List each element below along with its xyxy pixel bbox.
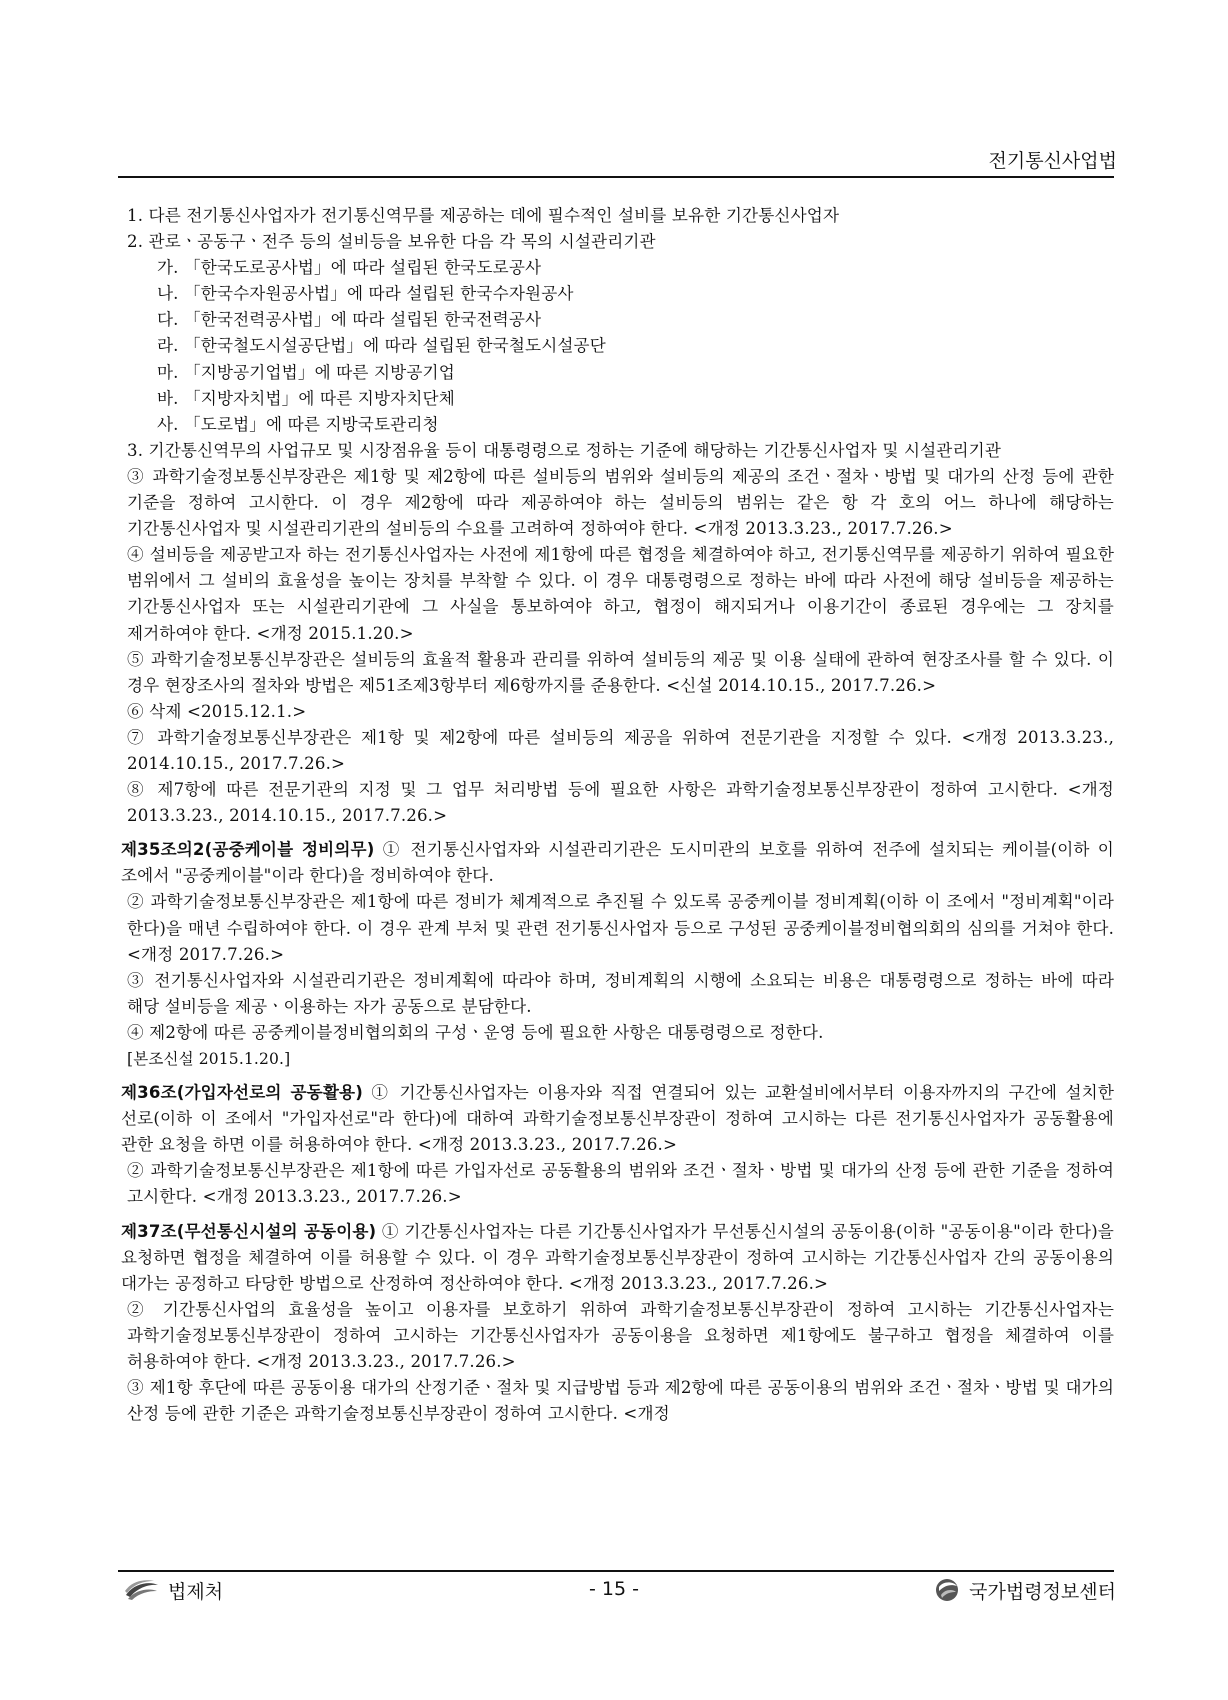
article-36-text: ① 기간통신사업자는 이용자와 직접 연결되어 있는 교환설비에서부터 이용자까지의 구간에 설치한 선로(이하 이 조에서 "가입자선로"라 한다)에 대하여 과학기술정보통신부장관이 정하여 고시하는 다른 전기통신사업자가 공동활용에 관한 요청을 하면 이를 허용하여야 한다. <개정 2013.3.23., 2017.7.26.>	[121, 1083, 1114, 1155]
paragraph-5: ⑤ 과학기술정보통신부장관은 설비등의 효율적 활용과 관리를 위하여 설비등의 제공 및 이용 실태에 관하여 현장조사를 할 수 있다. 이 경우 현장조사의 절차와 방법은 제51조제3항부터 제6항까지를 준용한다. <신설 2014.10.15., 2017.7.26.>	[127, 649, 1114, 695]
article-37-heading: 제37조(무선통신시설의 공동이용)	[121, 1221, 377, 1241]
sub-item-na: 나. 「한국수자원공사법」에 따라 설립된 한국수자원공사	[157, 284, 574, 304]
article-37-paragraph-3: ③ 제1항 후단에 따른 공동이용 대가의 산정기준ㆍ절차 및 지급방법 등과 제2항에 따른 공동이용의 범위와 조건ㆍ절차ㆍ방법 및 대가의 산정 등에 관한 기준은 과학기술정보통신부장관이 정하여 고시한다. <개정	[127, 1378, 1114, 1424]
article-37-text: ① 기간통신사업자는 다른 기간통신사업자가 무선통신시설의 공동이용(이하 "공동이용"이라 한다)을 요청하면 협정을 체결하여 이를 허용할 수 있다. 이 경우 과학기술정보통신부장관이 정하여 고시하는 기간통신사업자 간의 공동이용의 대가는 공정하고 타당한 방법으로 산정하여 정산하여야 한다. <개정 2013.3.23., 2017.7.26.>	[121, 1221, 1114, 1293]
list-item-1: 1. 다른 전기통신사업자가 전기통신역무를 제공하는 데에 필수적인 설비를 보유한 기간통신사업자	[127, 206, 840, 225]
paragraph-4: ④ 설비등을 제공받고자 하는 전기통신사업자는 사전에 제1항에 따른 협정을 체결하여야 하고, 전기통신역무를 제공하기 위하여 필요한 범위에서 그 설비의 효율성을 높이는 장치를 부착할 수 있다. 이 경우 대통령령으로 정하는 바에 따라 사전에 해당 설비등을 제공하는 기간통신사업자 또는 시설관리기관에 그 사실을 통보하여야 하고, 협정이 해지되거나 이용기간이 종료된 경우에는 그 장치를 제거하여야 한다. <개정 2015.1.20.>	[127, 545, 1114, 643]
document-body	[121, 203, 1114, 1427]
list-item-2: 2. 관로ㆍ공동구ㆍ전주 등의 설비등을 보유한 다음 각 목의 시설관리기관	[127, 232, 656, 252]
paragraph-7: ⑦ 과학기술정보통신부장관은 제1항 및 제2항에 따른 설비등의 제공을 위하여 전문기관을 지정할 수 있다. <개정 2013.3.23., 2014.10.15., 2017.7.26.>	[127, 727, 1114, 773]
article-36-heading: 제36조(가입자선로의 공동활용)	[121, 1083, 363, 1103]
page-number: - 15 -	[589, 1578, 639, 1600]
sub-item-ba: 바. 「지방자치법」에 따른 지방자치단체	[157, 388, 455, 408]
article-35-2-note: [본조신설 2015.1.20.]	[127, 1050, 291, 1068]
law-info-center-logo-icon	[933, 1577, 961, 1603]
article-35-2-text: ① 전기통신사업자와 시설관리기관은 도시미관의 보호를 위하여 전주에 설치되는 케이블(이하 이 조에서 "공중케이블"이라 한다)을 정비하여야 한다.	[121, 840, 1114, 886]
article-35-2-paragraph-3: ③ 전기통신사업자와 시설관리기관은 정비계획에 따라야 하며, 정비계획의 시행에 소요되는 비용은 대통령령으로 정하는 바에 따라 해당 설비등을 제공ㆍ이용하는 자가 공동으로 분담한다.	[127, 970, 1114, 1016]
sub-item-sa: 사. 「도로법」에 따른 지방국토관리청	[157, 414, 439, 434]
sub-item-ra: 라. 「한국철도시설공단법」에 따라 설립된 한국철도시설공단	[157, 336, 606, 356]
article-35-2-paragraph-1	[121, 837, 1114, 889]
sub-item-da: 다. 「한국전력공사법」에 따라 설립된 한국전력공사	[157, 310, 542, 330]
footer-left-label: 법제처	[168, 1580, 224, 1603]
article-35-2-heading: 제35조의2(공중케이블 정비의무)	[121, 840, 375, 860]
footer-right-label: 국가법령정보센터	[969, 1580, 1116, 1603]
paragraph-8: ⑧ 제7항에 따른 전문기관의 지정 및 그 업무 처리방법 등에 필요한 사항은 과학기술정보통신부장관이 정하여 고시한다. <개정 2013.3.23., 2014.10.15., 2017.7.26.>	[127, 780, 1114, 826]
sub-item-ma: 마. 「지방공기업법」에 따른 지방공기업	[157, 362, 455, 382]
article-37-paragraph-1	[121, 1219, 1114, 1297]
sub-item-ga: 가. 「한국도로공사법」에 따라 설립된 한국도로공사	[157, 258, 542, 278]
footer-right	[933, 1576, 1116, 1604]
article-37-paragraph-2: ② 기간통신사업의 효율성을 높이고 이용자를 보호하기 위하여 과학기술정보통신부장관이 정하여 고시하는 기간통신사업자는 과학기술정보통신부장관이 정하여 고시하는 기간통신사업자가 공동이용을 요청하면 제1항에도 불구하고 협정을 체결하여 이를 허용하여야 한다. <개정 2013.3.23., 2017.7.26.>	[127, 1299, 1114, 1372]
paragraph-3: ③ 과학기술정보통신부장관은 제1항 및 제2항에 따른 설비등의 범위와 설비등의 제공의 조건ㆍ절차ㆍ방법 및 대가의 산정 등에 관한 기준을 정하여 고시한다. 이 경우 제2항에 따라 제공하여야 하는 설비등의 범위는 같은 항 각 호의 어느 하나에 해당하는 기간통신사업자 및 시설관리기관의 설비등의 수요를 고려하여 정하여야 한다. <개정 2013.3.23., 2017.7.26.>	[127, 466, 1114, 539]
article-36-paragraph-2: ② 과학기술정보통신부장관은 제1항에 따른 가입자선로 공동활용의 범위와 조건ㆍ절차ㆍ방법 및 대가의 산정 등에 관한 기준을 정하여 고시한다. <개정 2013.3.23., 2017.7.26.>	[127, 1161, 1114, 1207]
footer-divider	[118, 1570, 1114, 1572]
article-36-paragraph-1	[121, 1080, 1114, 1158]
page-header-title: 전기통신사업법	[988, 150, 1117, 172]
header-divider	[118, 176, 1114, 178]
list-item-3: 3. 기간통신역무의 사업규모 및 시장점유율 등이 대통령령으로 정하는 기준에 해당하는 기간통신사업자 및 시설관리기관	[127, 440, 1002, 460]
article-35-2-paragraph-4: ④ 제2항에 따른 공중케이블정비협의회의 구성ㆍ운영 등에 필요한 사항은 대통령령으로 정한다.	[127, 1022, 824, 1042]
paragraph-6: ⑥ 삭제 <2015.12.1.>	[127, 701, 307, 721]
article-35-2-paragraph-2: ② 과학기술정보통신부장관은 제1항에 따른 정비가 체계적으로 추진될 수 있도록 공중케이블 정비계획(이하 이 조에서 "정비계획"이라 한다)을 매년 수립하여야 한다. 이 경우 관계 부처 및 관련 전기통신사업자 등으로 구성된 공중케이블정비협의회의 심의를 거쳐야 한다. <개정 2017.7.26.>	[127, 892, 1114, 964]
